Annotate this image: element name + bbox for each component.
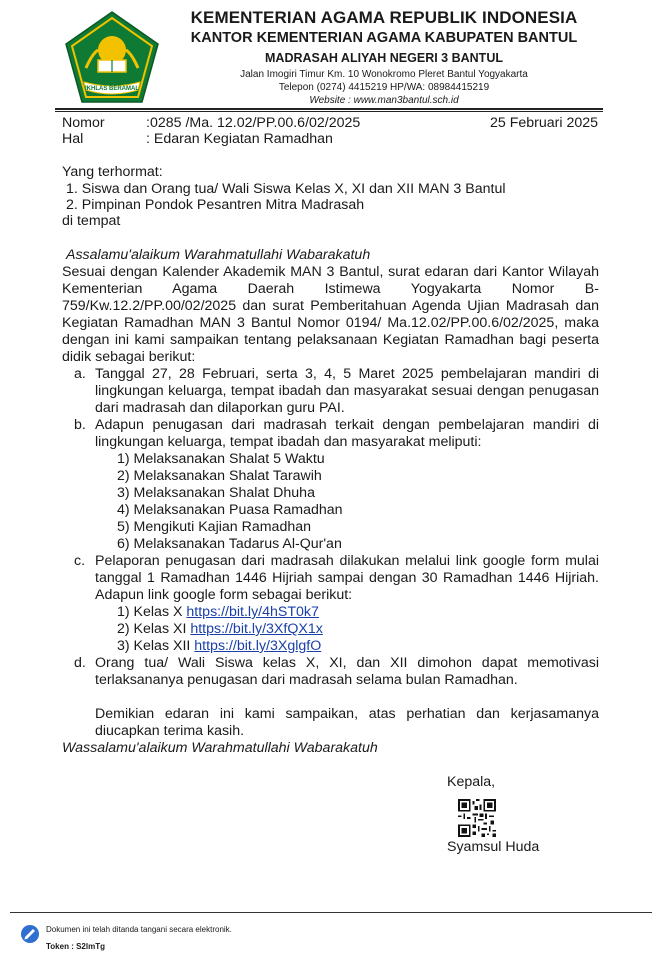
item-a-line: Tanggal 27, 28 Februari, serta 3, 4, 5 Maret 2025 pembelajaran mandiri di bbox=[95, 366, 599, 382]
recipients-intro: Yang terhormat: bbox=[62, 164, 163, 180]
e-signature-icon bbox=[20, 924, 40, 944]
intro-line: Kegiatan Ramadhan MAN 3 Bantul Nomor 0194/ Ma.12.02/PP.00.6/02/2025, maka bbox=[62, 315, 599, 331]
intro-line-last: didik sebagai berikut: bbox=[62, 349, 196, 365]
greeting: Assalamu'alaikum Warahmatullahi Wabarakatuh bbox=[66, 247, 371, 263]
footer-note: Dokumen ini telah ditanda tangani secara elektronik. bbox=[46, 925, 232, 934]
item-c-marker: c. bbox=[74, 553, 86, 569]
form-link-row bbox=[117, 604, 319, 621]
letterhead-rule-thin bbox=[55, 111, 603, 112]
signature-title: Kepala, bbox=[447, 774, 496, 790]
activity-item: 4) Melaksanakan Puasa Ramadhan bbox=[117, 502, 343, 518]
letter-date: 25 Februari 2025 bbox=[490, 115, 599, 131]
form-link-label: 1) Kelas X bbox=[117, 604, 187, 620]
item-d-line: Orang tua/ Wali Siswa kelas X, XI, dan XII dimohon dapat memotivasi bbox=[95, 655, 599, 671]
letterhead-phone: Telepon (0274) 4415219 HP/WA: 08984415219 bbox=[278, 82, 490, 93]
closing-line: Demikian edaran ini kami sampaikan, atas perhatian dan kerjasamanya bbox=[95, 706, 599, 722]
letterhead-school: MADRASAH ALIYAH NEGERI 3 BANTUL bbox=[265, 51, 503, 65]
footer-token: Token : S2lmTg bbox=[46, 942, 105, 951]
hal-value: : Edaran Kegiatan Ramadhan bbox=[146, 131, 333, 147]
recipient-item: 2. Pimpinan Pondok Pesantren Mitra Madrasah bbox=[66, 197, 365, 213]
footer-rule bbox=[10, 912, 652, 913]
item-b-line-last: lingkungan keluarga, tempat ibadah dan masyarakat meliputi: bbox=[95, 434, 482, 450]
form-link-row bbox=[117, 638, 321, 655]
form-link-row bbox=[117, 621, 323, 638]
form-link-kelas-xii[interactable]: https://bit.ly/3XglgfO bbox=[194, 638, 322, 654]
form-link-label: 3) Kelas XII bbox=[117, 638, 195, 654]
letterhead-office: KANTOR KEMENTERIAN AGAMA KABUPATEN BANTUL bbox=[190, 30, 578, 46]
item-c-line: Pelaporan penugasan dari madrasah dilakukan melalui link google form mulai bbox=[95, 553, 599, 569]
recipient-item: 1. Siswa dan Orang tua/ Wali Siswa Kelas X, XI dan XII MAN 3 Bantul bbox=[66, 181, 506, 197]
intro-line: Kementerian Agama Daerah Istimewa Yogyakarta Nomor B- bbox=[62, 281, 599, 297]
item-c-line-last: Adapun link google form sebagai berikut: bbox=[95, 587, 353, 603]
letterhead-rule bbox=[55, 108, 603, 110]
item-a-marker: a. bbox=[74, 366, 86, 382]
item-d-line-last: terlaksananya penugasan dari madrasah selama bulan Ramadhan. bbox=[95, 672, 518, 688]
form-link-kelas-x[interactable]: https://bit.ly/4hST0k7 bbox=[186, 604, 319, 620]
intro-line: 759/Kw.12.2/PP.00/02/2025 dan surat Pemberitahuan Agenda Ujian Madrasah dan bbox=[62, 298, 599, 314]
letterhead-address: Jalan Imogiri Timur Km. 10 Wonokromo Pleret Bantul Yogyakarta bbox=[240, 69, 528, 80]
recipients-place: di tempat bbox=[62, 213, 121, 229]
intro-line: dengan ini kami sampaikan tentang pelaksanaan Kegiatan Ramadhan bagi peserta bbox=[62, 332, 599, 348]
activity-item: 6) Melaksanakan Tadarus Al-Qur'an bbox=[117, 536, 342, 552]
form-link-kelas-xi[interactable]: https://bit.ly/3XfQX1x bbox=[190, 621, 323, 637]
activity-item: 2) Melaksanakan Shalat Tarawih bbox=[117, 468, 322, 484]
intro-line: Sesuai dengan Kalender Akademik MAN 3 Bantul, surat edaran dari Kantor Wilayah bbox=[62, 264, 599, 280]
activity-item: 3) Melaksanakan Shalat Dhuha bbox=[117, 485, 315, 501]
letterhead-website: Website : www.man3bantul.sch.id bbox=[309, 95, 459, 106]
nomor-label: Nomor bbox=[62, 115, 105, 131]
signatory-name: Syamsul Huda bbox=[447, 839, 540, 855]
qr-code-icon bbox=[458, 799, 496, 837]
farewell: Wassalamu'alaikum Warahmatullahi Wabarakatuh bbox=[62, 740, 378, 756]
item-a-line: lingkungan keluarga, tempat ibadah dan masyarakat sesuai dengan penugasan bbox=[95, 383, 599, 399]
item-b-marker: b. bbox=[74, 417, 86, 433]
item-b-line: Adapun penugasan dari madrasah terkait dengan pembelajaran mandiri di bbox=[95, 417, 599, 433]
closing-line-last: diucapkan terima kasih. bbox=[95, 723, 245, 739]
logo-motto: IKHLAS BERAMAL bbox=[85, 86, 139, 92]
activity-item: 5) Mengikuti Kajian Ramadhan bbox=[117, 519, 312, 535]
letterhead-ministry: KEMENTERIAN AGAMA REPUBLIK INDONESIA bbox=[190, 8, 578, 27]
item-c-line: tanggal 1 Ramadhan 1446 Hijriah sampai dengan 30 Ramadhan 1446 Hijriah. bbox=[95, 570, 599, 586]
nomor-value: :0285 /Ma. 12.02/PP.00.6/02/2025 bbox=[146, 115, 361, 131]
activity-item: 1) Melaksanakan Shalat 5 Waktu bbox=[117, 451, 325, 467]
item-a-line-last: dari madrasah dan dilaporkan guru PAI. bbox=[95, 400, 345, 416]
kemenag-logo bbox=[62, 10, 162, 106]
hal-label: Hal bbox=[62, 131, 84, 147]
form-link-label: 2) Kelas XI bbox=[117, 621, 191, 637]
item-d-marker: d. bbox=[74, 655, 86, 671]
